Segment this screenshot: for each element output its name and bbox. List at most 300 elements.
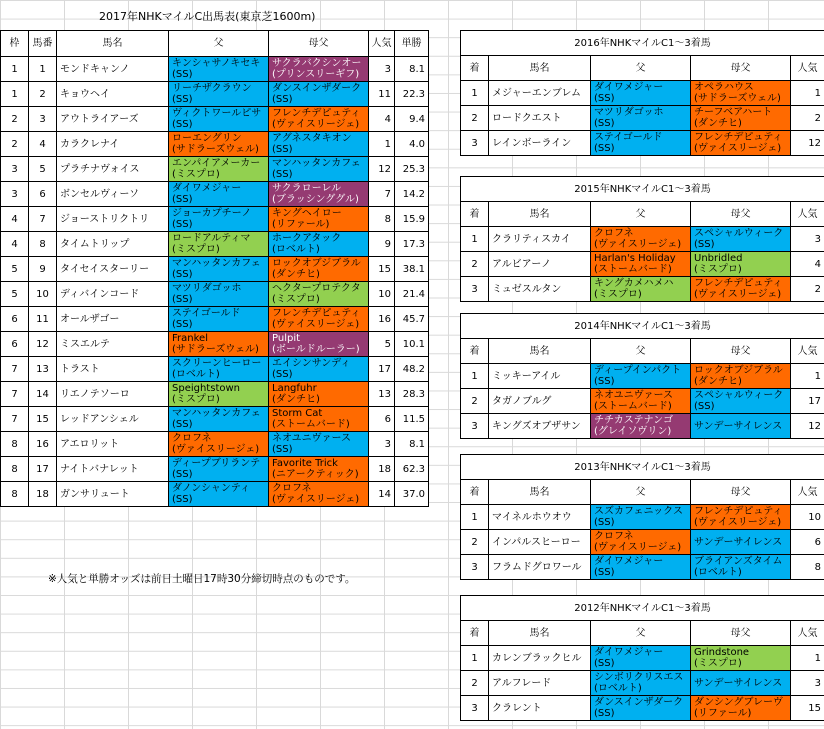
past-race-header-row <box>461 621 824 646</box>
waku-cell: 6 <box>1 307 29 332</box>
damsire-cell <box>269 432 369 457</box>
entry-row <box>1 132 429 157</box>
damsire-header: 母父 <box>691 339 791 364</box>
sire-cell <box>591 131 691 156</box>
odds-cell: 14.2 <box>395 182 429 207</box>
odds-cell: 17.3 <box>395 232 429 257</box>
umaban-cell: 12 <box>29 332 57 357</box>
horse-name-cell: ボンセルヴィーソ <box>57 182 169 207</box>
pedigree-line-1: チーフベアハート <box>694 107 773 118</box>
pedigree-line-1: Frankel <box>172 333 208 344</box>
past-race-caption-row <box>461 314 824 339</box>
finish-position-cell: 2 <box>461 671 489 696</box>
sire-cell <box>169 157 269 182</box>
damsire-cell <box>691 81 791 106</box>
pedigree-line-2: (ロベルト) <box>172 369 220 380</box>
odds-cell: 4.0 <box>395 132 429 157</box>
pedigree-line-1: クロフネ <box>594 531 634 542</box>
pedigree-line-1: ネオユニヴァース <box>272 433 351 444</box>
horse-name-cell: キングズオブザサン <box>489 414 591 439</box>
pedigree-line-2: (SS) <box>272 144 293 155</box>
pedigree-line-1: ロックオブジブラル <box>694 365 783 376</box>
finish-position-cell: 1 <box>461 646 489 671</box>
pedigree-line-1: クロフネ <box>594 228 634 239</box>
header-sire: 父 <box>169 31 269 57</box>
popularity-cell: 8 <box>369 207 395 232</box>
entry-row <box>1 182 429 207</box>
past-race-row <box>461 530 824 555</box>
pedigree-line-1: スペシャルウィーク <box>694 228 784 239</box>
sire-cell <box>591 505 691 530</box>
pedigree-line-2: (SS) <box>272 444 293 455</box>
past-race-row <box>461 389 824 414</box>
damsire-cell <box>269 232 369 257</box>
pedigree-line-1: サクラローレル <box>272 183 342 194</box>
umaban-cell: 10 <box>29 282 57 307</box>
popularity-cell: 11 <box>369 82 395 107</box>
popularity-cell: 18 <box>369 457 395 482</box>
finish-position-cell: 3 <box>461 696 489 721</box>
pedigree-line-1: ステイゴールド <box>594 132 663 143</box>
pedigree-line-2: (SS) <box>172 69 193 80</box>
horse-name-cell: ガンサリュート <box>57 482 169 507</box>
finish-position-cell: 2 <box>461 106 489 131</box>
pedigree-line-1: マンハッタンカフェ <box>272 158 361 169</box>
horse-name-cell: レインボーライン <box>489 131 591 156</box>
pedigree-line-1: ダンスインザダーク <box>272 83 362 94</box>
pedigree-line-1: ダンシングブレーヴ <box>694 697 783 708</box>
damsire-cell <box>691 277 791 302</box>
sire-cell <box>591 555 691 580</box>
damsire-cell: サンデーサイレンス <box>691 671 791 696</box>
sire-cell <box>169 482 269 507</box>
footnote: ※人気と単勝オッズは前日土曜日17時30分締切時点のものです。 <box>48 573 356 585</box>
header-waku: 枠 <box>1 31 29 57</box>
damsire-cell <box>269 457 369 482</box>
damsire-cell: サンデーサイレンス <box>691 530 791 555</box>
past-race-row <box>461 227 824 252</box>
pedigree-line-2: (SS) <box>594 143 615 154</box>
past-race-title: 2015年NHKマイルC1～3着馬 <box>461 177 824 202</box>
pedigree-line-2: (SS) <box>594 658 615 669</box>
waku-cell: 7 <box>1 382 29 407</box>
horse-name-cell: オールザゴー <box>57 307 169 332</box>
pedigree-line-2: (ミスプロ) <box>594 289 642 300</box>
popularity-cell: 1 <box>369 132 395 157</box>
past-race-header-row <box>461 339 824 364</box>
pedigree-line-2: (ロベルト) <box>272 244 320 255</box>
pedigree-line-1: クロフネ <box>272 483 312 494</box>
sire-header: 父 <box>591 621 691 646</box>
past-race-row <box>461 252 824 277</box>
odds-cell: 38.1 <box>395 257 429 282</box>
horse-name-cell: リエノテソーロ <box>57 382 169 407</box>
pedigree-line-1: エンパイアメーカー <box>172 158 261 169</box>
pedigree-line-1: マツリダゴッホ <box>594 107 664 118</box>
odds-cell: 48.2 <box>395 357 429 382</box>
popularity-cell: 3 <box>369 432 395 457</box>
waku-cell: 2 <box>1 132 29 157</box>
pedigree-line-2: (ヴァイスリージェ) <box>272 319 360 330</box>
entry-row <box>1 157 429 182</box>
damsire-cell <box>269 482 369 507</box>
pedigree-line-1: サクラバクシンオー <box>272 58 362 69</box>
pedigree-line-1: リーチザクラウン <box>172 83 252 94</box>
pedigree-line-2: (ヴァイスリージェ) <box>172 444 260 455</box>
entry-row <box>1 332 429 357</box>
pedigree-line-1: ディープブリランテ <box>172 458 261 469</box>
damsire-cell <box>269 332 369 357</box>
popularity-cell: 4 <box>369 107 395 132</box>
pedigree-line-1: エイシンサンディ <box>272 358 351 369</box>
horse-name-cell: ジョーストリクトリ <box>57 207 169 232</box>
finish-position-cell: 2 <box>461 252 489 277</box>
pedigree-line-2: (ミスプロ) <box>172 169 220 180</box>
pedigree-line-1: チチカステナンゴ <box>594 415 674 426</box>
sire-cell <box>169 332 269 357</box>
waku-cell: 8 <box>1 457 29 482</box>
popularity-cell: 17 <box>369 357 395 382</box>
past-race-row <box>461 646 824 671</box>
entry-row <box>1 232 429 257</box>
sire-cell <box>591 389 691 414</box>
popularity-cell: 3 <box>369 57 395 82</box>
odds-cell: 10.1 <box>395 332 429 357</box>
horse-name-cell: クラリティスカイ <box>489 227 591 252</box>
entry-row <box>1 432 429 457</box>
damsire-cell <box>269 157 369 182</box>
pedigree-line-2: (ダンチヒ) <box>272 394 320 405</box>
waku-cell: 3 <box>1 157 29 182</box>
damsire-cell <box>269 307 369 332</box>
sire-cell <box>169 307 269 332</box>
umaban-cell: 18 <box>29 482 57 507</box>
popularity-cell: 3 <box>791 227 824 252</box>
waku-cell: 3 <box>1 182 29 207</box>
damsire-cell <box>269 357 369 382</box>
horse-name-cell: アエロリット <box>57 432 169 457</box>
popularity-cell: 16 <box>369 307 395 332</box>
popularity-cell: 10 <box>369 282 395 307</box>
pedigree-line-2: (SS) <box>172 119 193 130</box>
finish-position-cell: 1 <box>461 81 489 106</box>
past-race-title: 2013年NHKマイルC1～3着馬 <box>461 455 824 480</box>
pedigree-line-2: (SS) <box>172 419 193 430</box>
popularity-header: 人気 <box>791 480 824 505</box>
horse-name-cell: レッドアンシェル <box>57 407 169 432</box>
damsire-cell <box>691 106 791 131</box>
umaban-cell: 15 <box>29 407 57 432</box>
damsire-cell <box>691 646 791 671</box>
horse-name-cell: ロードクエスト <box>489 106 591 131</box>
pedigree-line-1: ダイワメジャー <box>172 183 242 194</box>
pedigree-line-2: (SS) <box>172 469 193 480</box>
pos-header: 着 <box>461 339 489 364</box>
pedigree-line-2: (リファール) <box>694 708 752 719</box>
damsire-cell: サンデーサイレンス <box>691 414 791 439</box>
entry-row <box>1 282 429 307</box>
damsire-header: 母父 <box>691 480 791 505</box>
finish-position-cell: 3 <box>461 414 489 439</box>
pedigree-line-1: Pulpit <box>272 333 301 344</box>
horse-name-cell: フラムドグロワール <box>489 555 591 580</box>
past-race-table <box>460 313 824 439</box>
waku-cell: 5 <box>1 257 29 282</box>
past-race-row <box>461 414 824 439</box>
umaban-cell: 8 <box>29 232 57 257</box>
pedigree-line-2: (SS) <box>594 517 615 528</box>
pedigree-line-2: (SS) <box>172 219 193 230</box>
pedigree-line-1: ネオユニヴァース <box>594 390 673 401</box>
entry-row <box>1 407 429 432</box>
popularity-cell: 1 <box>791 81 824 106</box>
pedigree-line-2: (サドラーズウェル) <box>172 144 259 155</box>
past-race-title: 2014年NHKマイルC1～3着馬 <box>461 314 824 339</box>
sire-cell <box>169 382 269 407</box>
pos-header: 着 <box>461 621 489 646</box>
pedigree-line-2: (SS) <box>594 376 615 387</box>
pedigree-line-1: アグネスタキオン <box>272 133 352 144</box>
sire-cell <box>169 207 269 232</box>
pedigree-line-1: Speightstown <box>172 383 240 394</box>
pedigree-line-2: (ストームバード) <box>272 419 350 430</box>
pedigree-line-2: (SS) <box>694 401 715 412</box>
damsire-cell <box>691 364 791 389</box>
pedigree-line-2: (ロベルト) <box>694 567 742 578</box>
pedigree-line-2: (ヴァイスリージェ) <box>594 239 682 250</box>
pedigree-line-2: (ボールドルーラー) <box>272 344 360 355</box>
horse-name-cell: マイネルホウオウ <box>489 505 591 530</box>
damsire-cell <box>691 505 791 530</box>
pedigree-line-1: フレンチデピュティ <box>694 132 783 143</box>
pedigree-line-1: Favorite Trick <box>272 458 338 469</box>
sire-cell <box>169 232 269 257</box>
sire-header: 父 <box>591 202 691 227</box>
pedigree-line-2: (SS) <box>594 708 615 719</box>
sire-header: 父 <box>591 480 691 505</box>
sire-cell <box>169 132 269 157</box>
pedigree-line-2: (ミスプロ) <box>172 394 220 405</box>
waku-cell: 4 <box>1 207 29 232</box>
pedigree-line-1: クロフネ <box>172 433 212 444</box>
pos-header: 着 <box>461 56 489 81</box>
pedigree-line-2: (SS) <box>272 94 293 105</box>
damsire-header: 母父 <box>691 202 791 227</box>
odds-cell: 37.0 <box>395 482 429 507</box>
finish-position-cell: 2 <box>461 389 489 414</box>
horse-name-cell: ミッキーアイル <box>489 364 591 389</box>
pedigree-line-1: シンボリクリスエス <box>594 672 684 683</box>
horse-name-cell: アルビアーノ <box>489 252 591 277</box>
pedigree-line-2: (SS) <box>172 94 193 105</box>
horse-name-header: 馬名 <box>489 56 591 81</box>
pedigree-line-2: (SS) <box>594 118 615 129</box>
pedigree-line-1: ホークアタック <box>272 233 342 244</box>
pedigree-line-1: ヴィクトワールピサ <box>172 108 262 119</box>
horse-name-cell: モンドキャンノ <box>57 57 169 82</box>
pedigree-line-1: ダイワメジャー <box>594 82 664 93</box>
pedigree-line-1: フレンチデピュティ <box>694 506 783 517</box>
damsire-cell <box>691 131 791 156</box>
odds-cell: 22.3 <box>395 82 429 107</box>
finish-position-cell: 3 <box>461 131 489 156</box>
waku-cell: 7 <box>1 407 29 432</box>
horse-name-cell: ミュゼスルタン <box>489 277 591 302</box>
horse-name-cell: インパルスヒーロー <box>489 530 591 555</box>
waku-cell: 5 <box>1 282 29 307</box>
pedigree-line-1: ダノンシャンティ <box>172 483 251 494</box>
finish-position-cell: 2 <box>461 530 489 555</box>
popularity-cell: 15 <box>791 696 824 721</box>
past-race-row <box>461 131 824 156</box>
finish-position-cell: 1 <box>461 364 489 389</box>
popularity-cell: 2 <box>791 277 824 302</box>
popularity-cell: 3 <box>791 671 824 696</box>
popularity-cell: 15 <box>369 257 395 282</box>
pedigree-line-2: (リファール) <box>272 219 330 230</box>
odds-cell: 15.9 <box>395 207 429 232</box>
popularity-cell: 12 <box>369 157 395 182</box>
sire-cell <box>591 106 691 131</box>
horse-name-cell: プラチナヴォイス <box>57 157 169 182</box>
umaban-cell: 17 <box>29 457 57 482</box>
popularity-cell: 10 <box>791 505 824 530</box>
pedigree-line-1: フレンチデピュティ <box>272 308 361 319</box>
past-race-table <box>460 454 824 580</box>
pedigree-line-2: (プリンスリーギフ) <box>272 69 360 80</box>
past-race-caption-row <box>461 31 824 56</box>
pedigree-line-1: Unbridled <box>694 253 743 264</box>
popularity-cell: 12 <box>791 414 824 439</box>
odds-cell: 62.3 <box>395 457 429 482</box>
popularity-header: 人気 <box>791 339 824 364</box>
popularity-cell: 7 <box>369 182 395 207</box>
past-race-table <box>460 595 824 721</box>
pedigree-line-2: (SS) <box>172 319 193 330</box>
odds-cell: 45.7 <box>395 307 429 332</box>
waku-cell: 2 <box>1 107 29 132</box>
umaban-cell: 1 <box>29 57 57 82</box>
past-race-header-row <box>461 56 824 81</box>
popularity-cell: 17 <box>791 389 824 414</box>
horse-name-cell: キョウヘイ <box>57 82 169 107</box>
finish-position-cell: 3 <box>461 277 489 302</box>
pedigree-line-2: (SS) <box>594 567 615 578</box>
header-damsire: 母父 <box>269 31 369 57</box>
past-race-caption-row <box>461 455 824 480</box>
damsire-cell <box>691 696 791 721</box>
sire-cell <box>591 81 691 106</box>
horse-name-cell: タイムトリップ <box>57 232 169 257</box>
pedigree-line-1: ヘクタープロテクタ <box>272 283 361 294</box>
horse-name-cell: トラスト <box>57 357 169 382</box>
horse-name-header: 馬名 <box>489 480 591 505</box>
pedigree-line-2: (SS) <box>172 194 193 205</box>
pos-header: 着 <box>461 202 489 227</box>
pedigree-line-1: Langfuhr <box>272 383 317 394</box>
pedigree-line-2: (ヴァイスリージェ) <box>694 289 782 300</box>
pedigree-line-2: (ミスプロ) <box>172 244 220 255</box>
header-odds: 単勝 <box>395 31 429 57</box>
finish-position-cell: 1 <box>461 505 489 530</box>
pedigree-line-2: (SS) <box>172 294 193 305</box>
damsire-cell <box>269 407 369 432</box>
umaban-cell: 13 <box>29 357 57 382</box>
pedigree-line-1: キングヘイロー <box>272 208 342 219</box>
damsire-header: 母父 <box>691 56 791 81</box>
past-race-row <box>461 81 824 106</box>
damsire-header: 母父 <box>691 621 791 646</box>
pedigree-line-2: (ダンチヒ) <box>694 376 742 387</box>
popularity-cell: 12 <box>791 131 824 156</box>
past-race-row <box>461 106 824 131</box>
entries-header-row <box>1 31 429 57</box>
pedigree-line-2: (ストームバード) <box>594 264 672 275</box>
past-race-caption-row <box>461 596 824 621</box>
waku-cell: 4 <box>1 232 29 257</box>
pedigree-line-2: (ミスプロ) <box>694 658 742 669</box>
popularity-cell: 4 <box>791 252 824 277</box>
horse-name-cell: ディバインコード <box>57 282 169 307</box>
pedigree-line-2: (ヴァイスリージェ) <box>694 517 782 528</box>
pedigree-line-2: (SS) <box>172 494 193 505</box>
pedigree-line-2: (ヴァイスリージェ) <box>272 494 360 505</box>
odds-cell: 9.4 <box>395 107 429 132</box>
odds-cell: 11.5 <box>395 407 429 432</box>
pedigree-line-1: ダイワメジャー <box>594 647 664 658</box>
sire-cell <box>169 57 269 82</box>
pedigree-line-1: マンハッタンカフェ <box>172 258 261 269</box>
umaban-cell: 11 <box>29 307 57 332</box>
pedigree-line-2: (SS) <box>594 93 615 104</box>
pedigree-line-2: (ブラッシンググル) <box>272 194 359 205</box>
damsire-cell <box>269 382 369 407</box>
sire-cell <box>591 646 691 671</box>
umaban-cell: 9 <box>29 257 57 282</box>
entries-table <box>0 30 429 507</box>
past-race-header-row <box>461 480 824 505</box>
damsire-cell <box>269 82 369 107</box>
entry-row <box>1 382 429 407</box>
horse-name-cell: アルフレード <box>489 671 591 696</box>
pedigree-line-1: オペラハウス <box>694 82 754 93</box>
pedigree-line-1: マンハッタンカフェ <box>172 408 261 419</box>
popularity-cell: 9 <box>369 232 395 257</box>
popularity-cell: 6 <box>791 530 824 555</box>
horse-name-cell: ナイトバナレット <box>57 457 169 482</box>
pedigree-line-2: (ヴァイスリージェ) <box>694 143 782 154</box>
damsire-cell <box>269 257 369 282</box>
pedigree-line-2: (SS) <box>172 269 193 280</box>
pedigree-line-2: (ストームバード) <box>594 401 672 412</box>
popularity-cell: 1 <box>791 364 824 389</box>
odds-cell: 25.3 <box>395 157 429 182</box>
damsire-cell <box>691 389 791 414</box>
popularity-cell: 8 <box>791 555 824 580</box>
past-race-caption-row <box>461 177 824 202</box>
entry-row <box>1 257 429 282</box>
sire-cell <box>169 457 269 482</box>
damsire-cell <box>691 227 791 252</box>
waku-cell: 8 <box>1 482 29 507</box>
horse-name-cell: アウトライアーズ <box>57 107 169 132</box>
pedigree-line-1: ダンスインザダーク <box>594 697 684 708</box>
damsire-cell <box>269 207 369 232</box>
popularity-cell: 1 <box>791 646 824 671</box>
pedigree-line-2: (グレイソヴリン) <box>594 426 672 437</box>
pedigree-line-1: フレンチデピュティ <box>272 108 361 119</box>
pedigree-line-2: (サドラーズウェル) <box>694 93 781 104</box>
